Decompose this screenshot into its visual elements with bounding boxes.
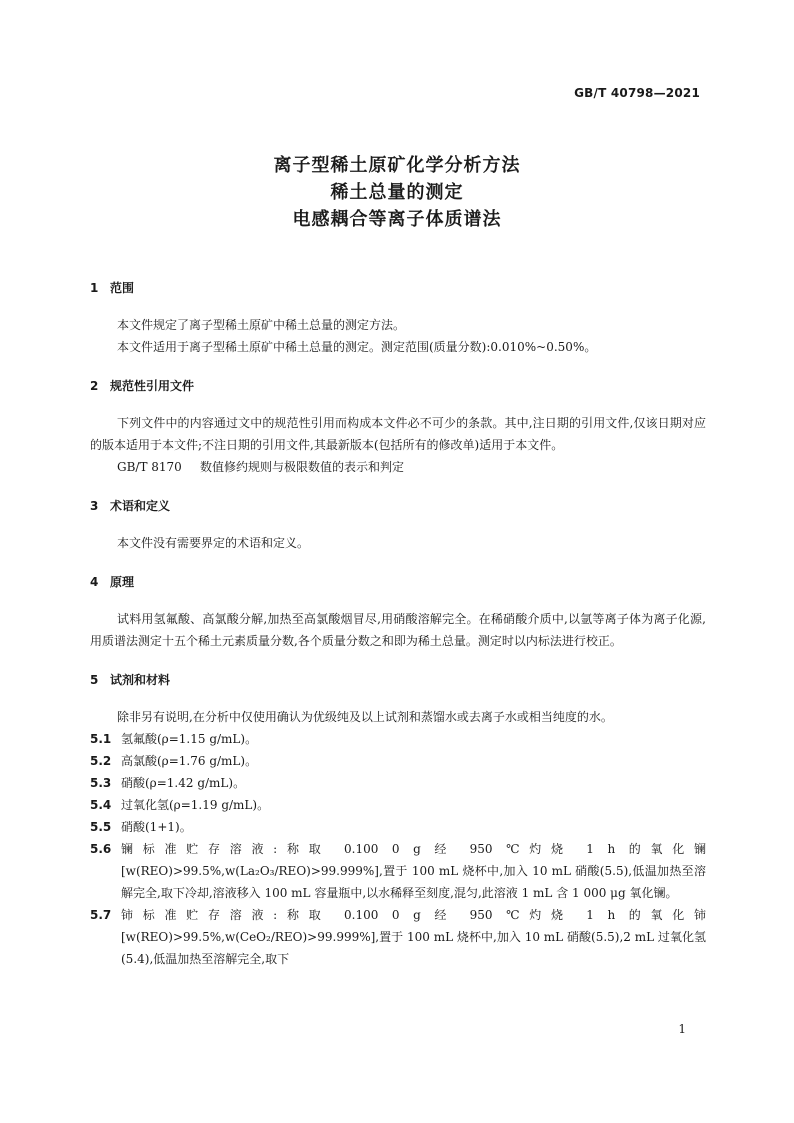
section-number: 3 bbox=[90, 499, 99, 513]
reference-code: GB/T 8170 bbox=[117, 460, 182, 474]
title-line: 稀土总量的测定 bbox=[330, 182, 464, 203]
title-line: 离子型稀土原矿化学分析方法 bbox=[273, 155, 521, 176]
section-heading bbox=[90, 572, 706, 592]
section-title: 术语和定义 bbox=[110, 499, 171, 513]
item-text: 硝酸(1+1)。 bbox=[121, 820, 192, 834]
paragraph: 试料用氢氟酸、高氯酸分解,加热至高氯酸烟冒尽,用硝酸溶解完全。在稀硝酸介质中,以氩等离子体为离子化源,用质谱法测定十五个稀土元素质量分数,各个质量分数之和即为稀土总量。测定时以内标法进行校正。 bbox=[90, 612, 706, 648]
section-number: 1 bbox=[90, 281, 99, 295]
section-number: 4 bbox=[90, 575, 99, 589]
item-text: 氢氟酸(ρ=1.15 g/mL)。 bbox=[121, 732, 258, 746]
section-number: 2 bbox=[90, 379, 99, 393]
section-heading bbox=[90, 496, 706, 516]
section-title: 规范性引用文件 bbox=[110, 379, 195, 393]
item-number: 5.2 bbox=[90, 754, 112, 768]
paragraph: 除非另有说明,在分析中仅使用确认为优级纯及以上试剂和蒸馏水或去离子水或相当纯度的水。 bbox=[117, 710, 613, 724]
title-line: 电感耦合等离子体质谱法 bbox=[292, 209, 502, 230]
section-heading bbox=[90, 376, 706, 396]
document-title bbox=[0, 152, 794, 233]
item-number: 5.4 bbox=[90, 798, 112, 812]
item-number: 5.5 bbox=[90, 820, 112, 834]
item-number: 5.1 bbox=[90, 732, 112, 746]
item-text: 镧标准贮存溶液:称取 0.100 0 g 经 950 ℃灼烧 1 h 的氧化镧[w(REO)>99.5%,w(La₂O₃/REO)>99.999%],置于 100 mL 烧杯中,加入 10 mL 硝酸(5.5),低温加热至溶解完全,取下冷却,溶液移入 100 mL 容量瓶中,以水稀释至刻度,混匀,此溶液 1 mL 含 1 000 μg 氧化镧。 bbox=[121, 842, 706, 900]
list-item bbox=[90, 728, 706, 750]
section-heading bbox=[90, 670, 706, 690]
reference-title: 数值修约规则与极限数值的表示和判定 bbox=[200, 460, 405, 474]
normative-reference bbox=[90, 456, 706, 478]
item-text: 硝酸(ρ=1.42 g/mL)。 bbox=[121, 776, 246, 790]
item-text: 过氧化氢(ρ=1.19 g/mL)。 bbox=[121, 798, 270, 812]
item-text: 高氯酸(ρ=1.76 g/mL)。 bbox=[121, 754, 258, 768]
item-number: 5.7 bbox=[90, 908, 112, 922]
item-text: 铈标准贮存溶液:称取 0.100 0 g 经 950 ℃灼烧 1 h 的氧化铈[w(REO)>99.5%,w(CeO₂/REO)>99.999%],置于 100 mL 烧杯中,加入 10 mL 硝酸(5.5),2 mL 过氧化氢(5.4),低温加热至溶解完全,取下 bbox=[121, 908, 706, 966]
paragraph: 本文件适用于离子型稀土原矿中稀土总量的测定。测定范围(质量分数):0.010%~0.50%。 bbox=[117, 340, 597, 354]
section-title: 范围 bbox=[110, 281, 135, 295]
document-body bbox=[90, 278, 706, 970]
paragraph: 下列文件中的内容通过文中的规范性引用而构成本文件必不可少的条款。其中,注日期的引用文件,仅该日期对应的版本适用于本文件;不注日期的引用文件,其最新版本(包括所有的修改单)适用于本文件。 bbox=[90, 416, 706, 452]
list-item bbox=[90, 816, 706, 838]
paragraph: 本文件没有需要界定的术语和定义。 bbox=[117, 536, 310, 550]
item-number: 5.6 bbox=[90, 842, 112, 856]
standard-number: GB/T 40798—2021 bbox=[574, 86, 700, 100]
section-number: 5 bbox=[90, 673, 99, 687]
paragraph: 本文件规定了离子型稀土原矿中稀土总量的测定方法。 bbox=[117, 318, 406, 332]
section-title: 原理 bbox=[110, 575, 135, 589]
section-title: 试剂和材料 bbox=[110, 673, 171, 687]
section-heading bbox=[90, 278, 706, 298]
list-item bbox=[90, 750, 706, 772]
page-number: 1 bbox=[678, 1022, 686, 1036]
list-item bbox=[90, 904, 706, 970]
item-number: 5.3 bbox=[90, 776, 112, 790]
list-item bbox=[90, 794, 706, 816]
list-item bbox=[90, 838, 706, 904]
list-item bbox=[90, 772, 706, 794]
